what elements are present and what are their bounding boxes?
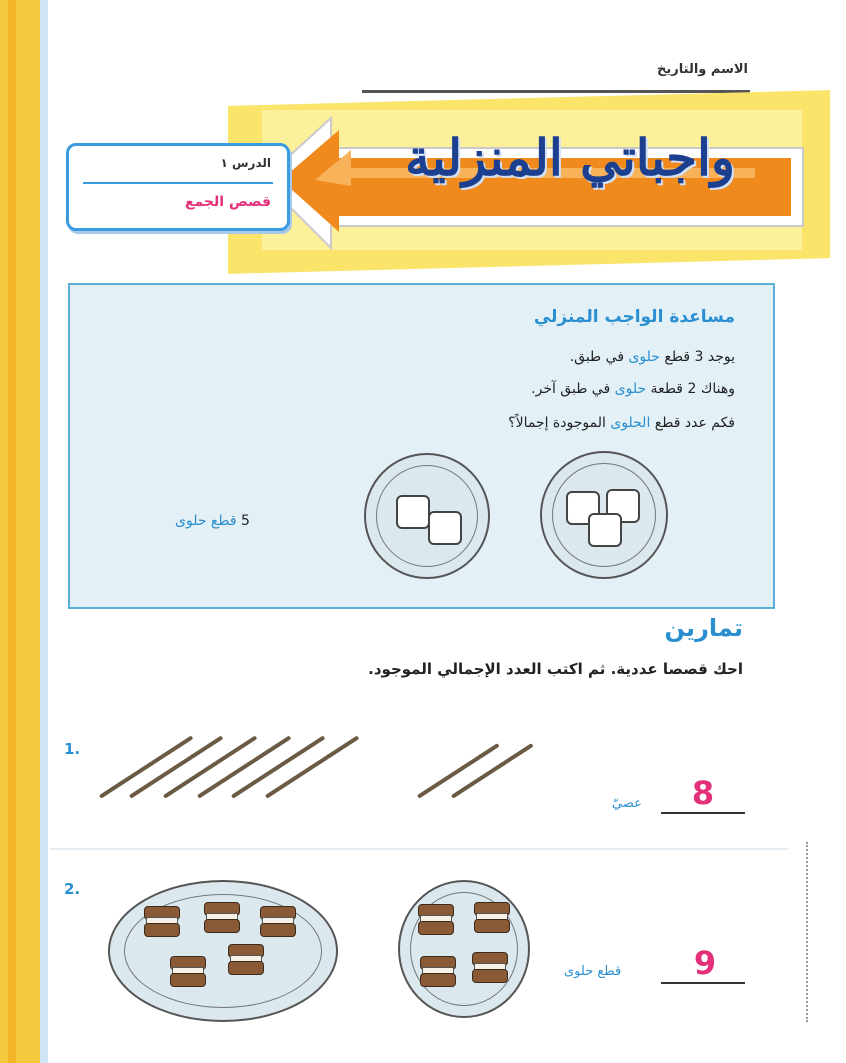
exercise-2-answer[interactable]: 9 <box>693 944 717 982</box>
smore-icon <box>472 952 506 982</box>
stick <box>451 743 534 799</box>
help-line-2-a: وهناك 2 قطعة <box>646 381 735 397</box>
help-line-2 <box>531 381 735 397</box>
smore-icon <box>204 902 238 932</box>
name-date-line[interactable] <box>362 90 750 93</box>
exercise-1-unit: عصيّ <box>612 796 642 811</box>
smore-icon <box>418 904 452 934</box>
page-edge-dotted-mark <box>806 842 814 1022</box>
candy-cube <box>396 495 430 529</box>
exercise-2-unit: قطع حلوى <box>564 964 622 979</box>
help-line-1-b: حلوى <box>628 349 660 365</box>
help-line-3 <box>508 415 735 431</box>
lesson-label: الدرس ١ <box>220 156 271 170</box>
page-spine <box>0 0 40 1063</box>
exercise-2-number: 2. <box>64 880 81 898</box>
help-line-3-a: فكم عدد قطع <box>650 415 735 431</box>
exercise-1-answer[interactable]: 8 <box>691 774 715 812</box>
help-line-3-b: الحلوى <box>610 415 651 431</box>
exercise-1-answer-line <box>661 812 745 814</box>
exercise-divider <box>50 848 788 850</box>
candy-cube <box>428 511 462 545</box>
help-answer <box>175 513 250 529</box>
practice-title: تمارين <box>664 614 743 642</box>
smore-icon <box>260 906 294 936</box>
help-line-2-c: في طبق آخر. <box>531 381 615 397</box>
smores-plate-5 <box>108 880 338 1022</box>
homework-help-title: مساعدة الواجب المنزلي <box>533 307 735 327</box>
help-answer-unit: قطع حلوى <box>175 513 237 529</box>
name-date-label: الاسم والتاريخ <box>657 62 748 77</box>
help-line-1-a: يوجد 3 قطع <box>659 349 735 365</box>
help-line-3-c: الموجودة إجمالاً؟ <box>508 415 611 431</box>
smores-plate-4 <box>398 880 530 1018</box>
candy-plate-2 <box>364 453 490 579</box>
smore-icon <box>144 906 178 936</box>
smore-icon <box>170 956 204 986</box>
candy-cube <box>588 513 622 547</box>
page-spine-edge <box>40 0 48 1063</box>
smore-icon <box>228 944 262 974</box>
page-title: واجباتي المنزلية <box>404 128 736 187</box>
lesson-divider <box>83 182 273 184</box>
page-spine-stripe <box>8 0 16 1063</box>
homework-help-box <box>68 283 775 609</box>
smore-icon <box>474 902 508 932</box>
help-answer-number: 5 <box>241 513 250 529</box>
exercise-2-answer-line <box>661 982 745 984</box>
help-line-1-c: في طبق. <box>569 349 629 365</box>
exercise-1-number: 1. <box>64 740 81 758</box>
candy-plate-3 <box>540 451 668 579</box>
smore-icon <box>420 956 454 986</box>
help-line-1 <box>570 349 735 365</box>
lesson-box <box>66 143 290 231</box>
practice-instruction: احك قصصا عددية. ثم اكتب العدد الإجمالي الموجود. <box>368 660 743 678</box>
lesson-name: قصص الجمع <box>184 194 271 210</box>
help-line-2-b: حلوى <box>614 381 647 397</box>
